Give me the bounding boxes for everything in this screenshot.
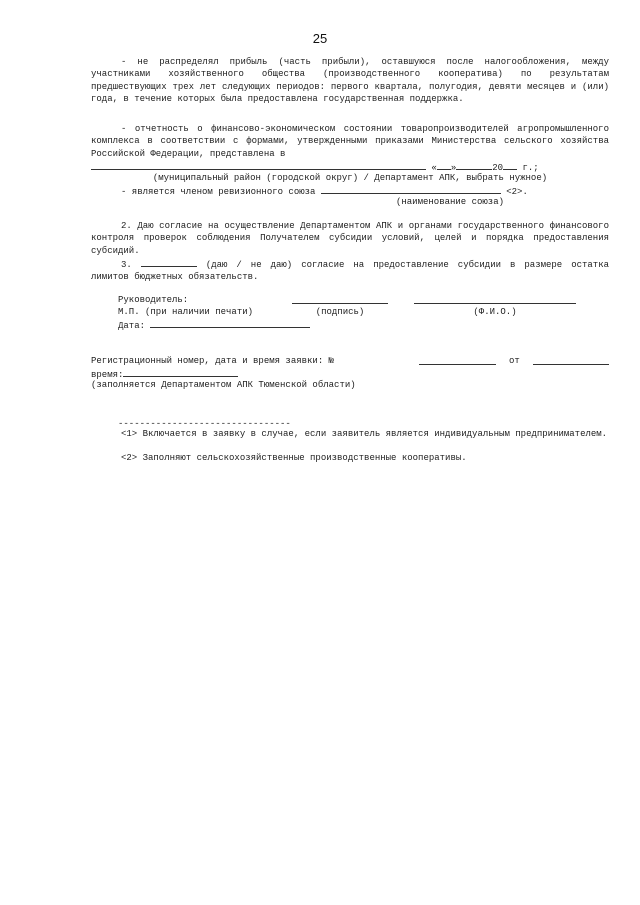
paragraph-reporting bbox=[91, 123, 609, 160]
caption-union: (наименование союза) bbox=[395, 197, 505, 207]
seal-label: М.П. (при наличии печати) bbox=[118, 307, 254, 317]
date-label: Дата: bbox=[118, 321, 146, 331]
paragraph-consent-inspection-text: 2. Даю согласие на осуществление Департаментом АПК и органами государственного финансового контроля проверок соблюдения Получателем субсидии условий, целей и порядка предоставления субсидий. bbox=[91, 221, 609, 256]
year-blank bbox=[503, 160, 517, 170]
signature-date-line bbox=[118, 318, 310, 332]
paragraph-consent-subsidy-text bbox=[91, 257, 609, 284]
date-blank bbox=[150, 318, 310, 328]
registration-time-label: время: bbox=[91, 370, 124, 380]
footnote-separator: -------------------------------- bbox=[118, 419, 291, 429]
registration-number-blank bbox=[419, 364, 496, 365]
footnote-2 bbox=[91, 452, 609, 464]
signature-head: Руководитель: bbox=[118, 295, 189, 305]
paragraph-profit bbox=[91, 56, 609, 105]
item-3-number: 3. bbox=[121, 260, 132, 270]
day-blank bbox=[437, 160, 451, 170]
month-blank bbox=[456, 160, 492, 170]
registration-date-blank bbox=[533, 364, 609, 365]
item-3-text: (даю / не даю) согласие на предоставление субсидии в размере остатка лимитов бюджетных обязательств. bbox=[91, 260, 609, 283]
footnote-1-text: <1> Включается в заявку в случае, если заявитель является индивидуальным предпринимателем. bbox=[121, 429, 608, 439]
paragraph-consent-inspection bbox=[91, 220, 609, 257]
paragraph-reporting-text: - отчетность о финансово-экономическом состоянии товаропроизводителей агропромышленного комплекса в соответствии с формами, утвержденными приказами Министерства сельского хозяйства Российской Федерации, представлена в bbox=[91, 124, 609, 159]
union-name-blank bbox=[321, 184, 501, 194]
registration-label: Регистрационный номер, дата и время заявки: № bbox=[91, 356, 335, 366]
year-suffix: г.; bbox=[522, 163, 539, 173]
registration-from: от bbox=[509, 356, 520, 366]
consent-choice-blank bbox=[141, 257, 197, 267]
registration-time-blank bbox=[123, 367, 238, 377]
reporting-body-blank bbox=[91, 160, 426, 170]
paragraph-consent-subsidy bbox=[91, 257, 609, 284]
footnote-2-text: <2> Заполняют сельскохозяйственные производственные кооперативы. bbox=[121, 453, 467, 463]
signature-caption: (подпись) bbox=[315, 307, 365, 317]
registration-line bbox=[91, 355, 334, 367]
fio-caption: (Ф.И.О.) bbox=[473, 307, 517, 317]
date-open-quote: « bbox=[431, 163, 437, 173]
signature-blank bbox=[292, 303, 388, 304]
year-prefix: 20 bbox=[492, 163, 504, 173]
paragraph-profit-text: - не распределял прибыль (часть прибыли), оставшуюся после налогообложения, между участниками хозяйственного общества (производственного кооператива) по результатам предшествующих трех лет следующих периодов: первого квартала, полугодия, девяти месяцев и (или) года, в течение которых была предоставлена государственная поддержка. bbox=[91, 57, 609, 104]
registration-note: (заполняется Департаментом АПК Тюменской области) bbox=[91, 380, 356, 390]
audit-union-text: - является членом ревизионного союза bbox=[121, 187, 316, 197]
footnote-1 bbox=[91, 428, 609, 440]
caption-municipal: (муниципальный район (городской округ) / Департамент АПК, выбрать нужное) bbox=[152, 173, 548, 183]
page-number: 25 bbox=[312, 31, 328, 46]
fio-blank bbox=[414, 303, 576, 304]
date-close-quote: » bbox=[450, 163, 457, 173]
footnote-ref-2: <2>. bbox=[506, 187, 528, 197]
